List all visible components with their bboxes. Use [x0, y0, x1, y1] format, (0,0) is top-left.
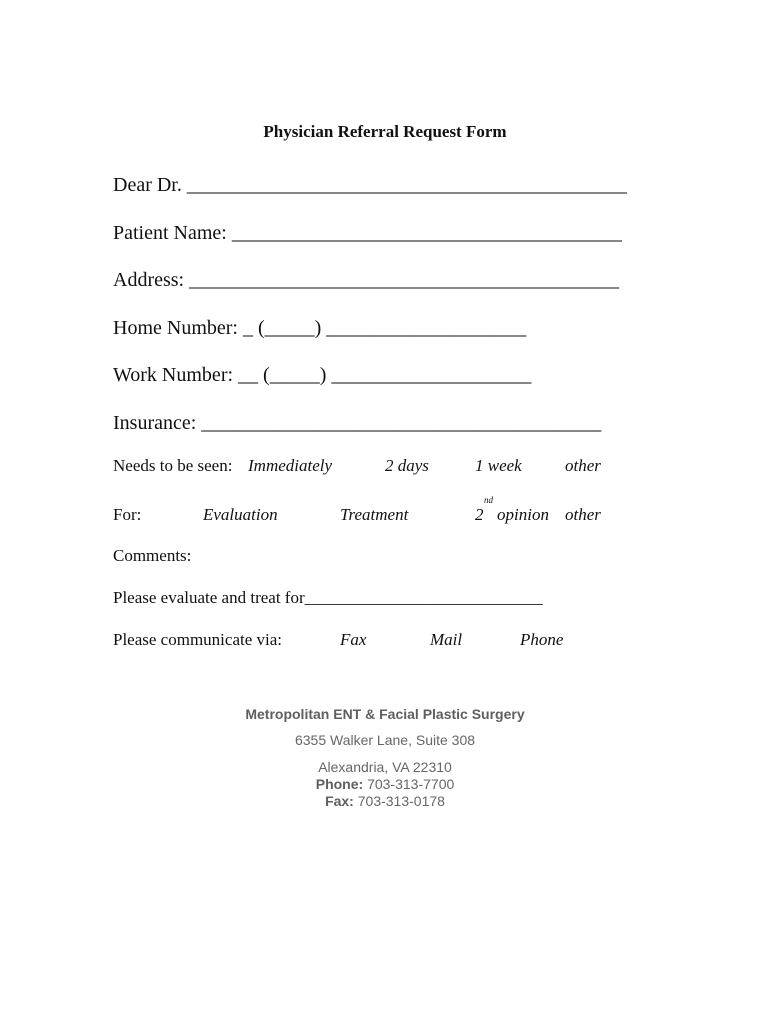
option-2-days: 2 days [385, 456, 429, 475]
dear-dr-line: Dear Dr. ____________________________________________ [113, 174, 627, 196]
option-1-week: 1 week [475, 456, 522, 475]
option-second-opinion: opinion [497, 505, 549, 524]
for-label: For: [113, 505, 142, 524]
fax-number: 703-313-0178 [357, 793, 445, 809]
option-second-number: 2 [475, 505, 484, 524]
needs-seen-label: Needs to be seen: [113, 456, 233, 475]
evaluate-treat-line: Please evaluate and treat for____________________________ [113, 588, 543, 607]
practice-city: Alexandria, VA 22310 [318, 759, 452, 775]
option-other-purpose: other [565, 505, 601, 524]
comments-label: Comments: [113, 546, 192, 565]
option-immediately: Immediately [248, 456, 333, 475]
phone-number: 703-313-7700 [367, 776, 455, 792]
practice-fax [0, 793, 770, 809]
option-mail: Mail [430, 630, 463, 649]
practice-street: 6355 Walker Lane, Suite 308 [294, 732, 476, 748]
communicate-label: Please communicate via: [113, 630, 282, 649]
form-title: Physician Referral Request Form [263, 122, 507, 141]
option-second-superscript: nd [484, 495, 493, 505]
practice-phone [0, 776, 770, 792]
option-phone: Phone [520, 630, 564, 649]
phone-label: Phone: [315, 776, 364, 792]
work-number-line: Work Number: __ (_____) ____________________ [113, 364, 532, 386]
practice-name: Metropolitan ENT & Facial Plastic Surgery [245, 706, 525, 722]
option-evaluation: Evaluation [203, 505, 278, 524]
patient-name-line: Patient Name: _______________________________________ [113, 222, 622, 244]
option-other-timing: other [565, 456, 601, 475]
fax-label: Fax: [325, 793, 354, 809]
option-treatment: Treatment [340, 505, 409, 524]
address-line: Address: ___________________________________________ [113, 269, 620, 291]
insurance-line: Insurance: ________________________________________ [113, 412, 602, 434]
home-number-line: Home Number: _ (_____) ____________________ [113, 317, 527, 339]
option-fax: Fax [340, 630, 367, 649]
